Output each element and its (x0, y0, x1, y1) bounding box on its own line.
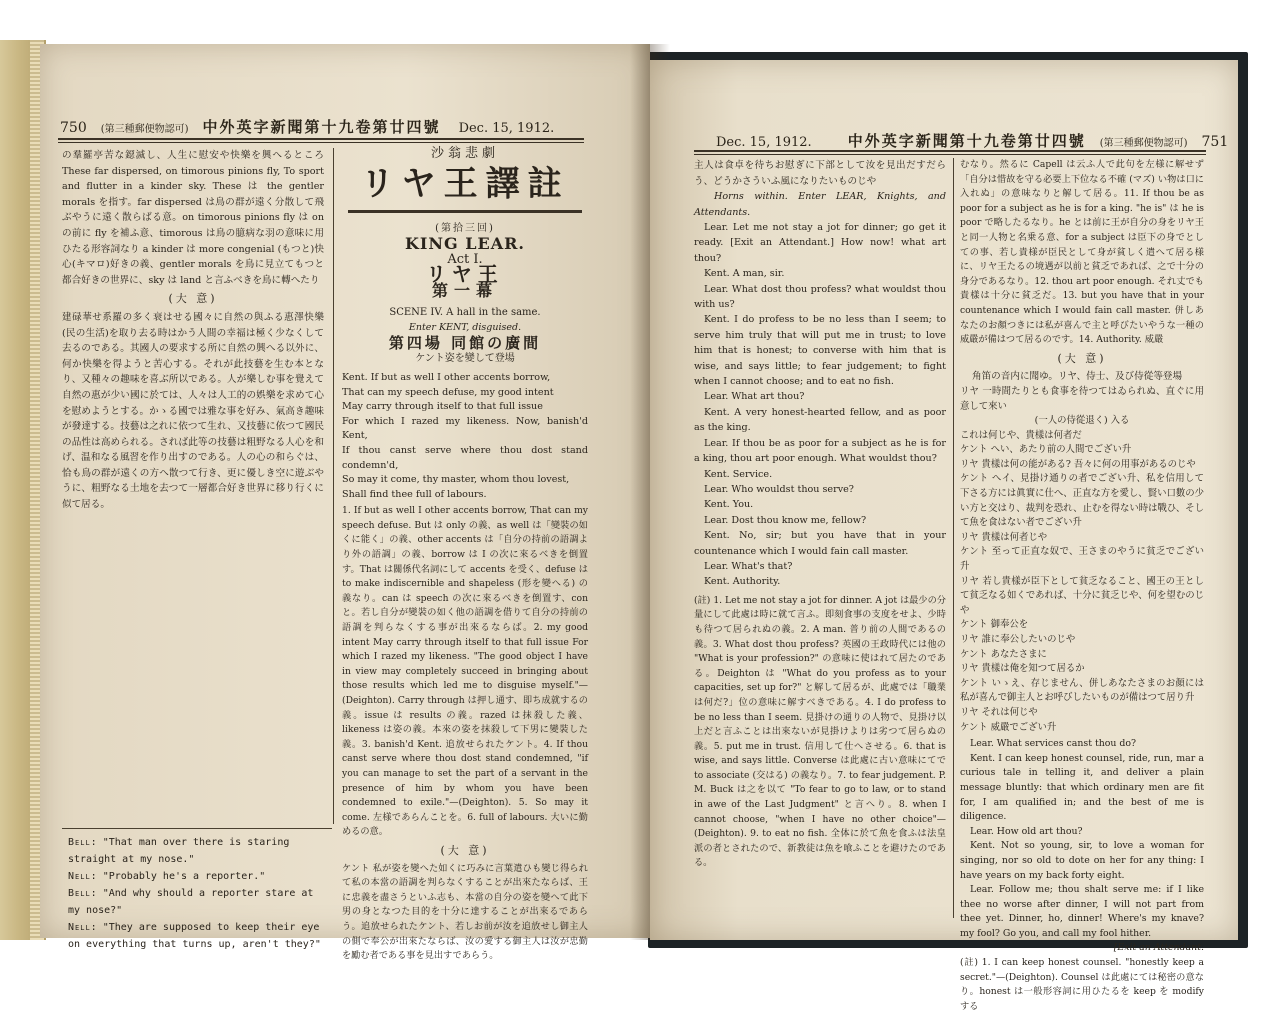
dialogue-line: Lear. What dost thou profess? what wouldst thou with us? (694, 283, 946, 311)
right-page-header (716, 130, 1228, 151)
stage-direction: Enter KENT, disguised. (408, 322, 522, 334)
quote-text: "And why should a reporter stare at my nose?" (68, 888, 314, 916)
scene-jp: 第四場 同館の廣間 (388, 333, 542, 352)
series-number: (第拾三回) (435, 222, 495, 234)
translation-line: ケント あなたさまに (960, 648, 1047, 660)
dialogue-line: Kent. You. (704, 499, 754, 511)
section-heading: (大 意) (168, 292, 218, 306)
dialogue-block (694, 189, 946, 590)
verse-line: For which I razed my likeness. Now, banish'd Kent, (342, 415, 588, 442)
translation-line: (一人の侍從退く) 入る (1034, 415, 1130, 427)
footer-rule (62, 828, 332, 829)
verse-block (342, 371, 588, 502)
verse-line: If thou canst serve where thou dost stand condemn'd, (342, 444, 588, 471)
dialogue-line: Kent. A very honest-hearted fellow, and as poor as the king. (694, 406, 946, 434)
translation-line: これは何じや、貴樣は何者だ (960, 429, 1082, 441)
dialogue-line: Kent. I do profess to be no less than I seem; to serve him truly that will put me in trust; to love him that is honest; to converse with him that is wise, and says little; to fear judgement; to fight when I cannot choose; and to eat no fish. (694, 314, 946, 388)
annotation-notes: (註) 1. Let me not stay a jot for dinner. A jot は最少の分量にして此處は時に就て言ふ。即刻食事の支度をせよ、少時も待つて居られぬの義。2. A man. 普り前の人間であるの義。3. What dost thou profess? 英國の王政時代には他の "What is your profession?" の意味に使はれて居たのである。Deighton は "What do you profess as to your capacities, set up for?" と解して居るが、此處では「職業は何だ?」位の意味に解すべきである。4. I do profess to be no less than I seem. 見掛けの通りの人物で、見掛け以上だと言ふことは出來ないが見掛けよりは劣つて居らぬの義。5. put me in trust. 信用して仕へさせる。6. that is wise, and says little. Converse は此處に古い意味にてで to associate (交はる) の義なり。7. to fear judgement. P. M. Buck は之を以て "To fear to go to law, or to stand in awe of the Last Judgment" と言へり。8. when I cannot choose, "when I have no other choice"—(Deighton). 9. to eat no fish. 全体に於て魚を食ふは法皇派の者とされたので、新教徒は魚を喰ふことを避けたのである。 (694, 594, 946, 869)
translation-line: リヤ 貴樣は何者じや (960, 531, 1048, 543)
verse-line: May carry through itself to that full issue (342, 401, 543, 413)
dialogue-line: Lear. Who wouldst thou serve? (704, 483, 854, 495)
article-title-block (342, 146, 588, 367)
left-page (40, 44, 650, 962)
dialogue-line: Kent. Not so young, sir, to love a woman for singing, nor so old to dote on her for any thing: I have years on my back forty eight. (960, 840, 1204, 881)
scene-note: ケント姿を變して登場 (415, 353, 515, 365)
dialogue-line: Lear. What services canst thou do? (970, 738, 1137, 750)
postal-permit: (第三種郵便物認可) (100, 124, 189, 135)
dialogue-line: Lear. Dost thou know me, fellow? (704, 514, 867, 526)
speaker: Bell (68, 888, 91, 899)
stage-direction: Horns within. Enter LEAR, Knights, and Attendants. (694, 191, 946, 218)
postal-permit: (第三種郵便物認可) (1099, 138, 1188, 149)
translation-line: リヤ 貴樣は俺を知つて居るか (960, 663, 1085, 675)
scene-en: SCENE IV. A hall in the same. (389, 306, 541, 318)
translation-line: リヤ 貴樣は何の能がある? 吾々に何の用事があるのじや (960, 458, 1196, 470)
quote-line: Nell: "They are supposed to keep their eye on everything that turns up, aren't they?" (68, 922, 321, 950)
dialogue-line: Kent. Authority. (704, 576, 781, 588)
right-column-1 (694, 158, 946, 918)
translation-line: リヤ それは何じや (960, 706, 1038, 718)
essay-summary: 建碌華せ系羅の多く衰はせる國々に自然の與ふる惠澤快樂(民の生活)を取り去る時はかう人間の幸福は極く少なくして去るのである。其國人の要求する所に自然の興へる以外に、何か快樂を得ようと苦心する。それが此技藝を生む本となり、又種々の趣味を喜ぶ所以である。人が樂しむ事を覺えて自然の惠が少い國に於ては、人々は人工的の娯樂を求めて心を慰めようとする。かゝる國では雅な事を好み、氣高き趣味が發達する。技藝は之れに依つて生れ、又技藝に依つて國民の品性は高められる。されば此等の技藝は粗野なる人心を和げ、温和なる風習を作り出すのである。人の心の和らぐは、恰も鳥の群が遠くの方へ散つて行き、更に優しき空に遊ぶやうに、粗野なる土地を去つて一層都合好き世界に移り行くに似て居る。 (62, 311, 324, 511)
act-jp: 第一幕 (431, 280, 498, 300)
issue-date: Dec. 15, 1912. (458, 121, 555, 136)
left-column-1 (62, 148, 324, 824)
column-divider (333, 148, 334, 824)
verse-line: Kent. If but as well I other accents borrow, (342, 371, 551, 383)
dialogue-line: Lear. Follow me; thou shalt serve me: if I like thee no worse after dinner, I will not part from thee yet. Dinner, ho, dinner! Where's my knave? my fool? Go you, and call my fool hither. (960, 884, 1204, 939)
translation-line: リヤ 一時間たりとも食事を待つてはゐられぬ、直ぐに用意して來い (960, 385, 1204, 412)
translation-summary: ケント 私が姿を變へた如くに巧みに言葉遣ひも變じ得られて私の本當の語調を判らなくすることが出來たならば、王に忠義を盡さうといふ志も、本當の自分の姿を變へて此下男の身となつた目的を十分に達することが出來るであらう。追放せられたケント、若しお前が汝を追放せし御主人の側で奉公が出來たならば、汝の愛する御主人は汝が忠勤を勵む者である事を見出すであらう。 (342, 862, 588, 962)
header-rule (694, 150, 1206, 155)
translation-line: ケント へイ、見掛け通りの者でござい升、私を信用して下さる方には眞實に仕へ、正直な方を愛し、賢い口數の少い方と交はり、裁判を恐れ、止むを得ない時は戰ひ、そして魚を食はない者でござい升 (960, 473, 1204, 529)
speaker: Nell (68, 922, 91, 933)
translation-line: ケント いゝえ、存じません、併しあなたさまのお顏には私が喜んで御主人とお呼びしたいものが備はつて居り升 (960, 677, 1204, 704)
article-title: リヤ王譯註 (360, 163, 570, 204)
dialogue-line: Lear. What's that? (704, 560, 793, 572)
dialogue-line: Kent. No, sir; but you have that in your countenance which I would fain call master. (694, 530, 946, 557)
annotation-notes: 1. If but as well I other accents borrow, That can my speech defuse. But は only の義、as well は「變裝の如くに能く」の義、other accents は「自分の持前の語調より外の語調」の義、borrow は I の次に來るべきを倒置す。That は關係代名詞にして accents を受く、defuse は to make indiscernible and shapeless (形を變へる) の義なり。can は speech の次に來るべきを倒置す、con と。若し自分が變裝の如く他の語調を借りて自分の持前の語調を判らなくする事が出來るならば。2. my good intent May carry through itself to that full issue For which I razed my likeness. "The good object I have in view may completely succeed in bringing about those results which led me to disguise myself."—(Deighton). Carry through は押し通す、即ち成就するの義。issue は results の義。razed は抹殺した義、likeness は姿の義。本來の姿を抹殺して下男に變裝した義。3. banish'd Kent. 追放せられたケント。4. If thou canst serve where thou dost stand condemned, "if you can manage to set the part of a servant in the presence of him by whom you have been condemned to exile."—(Deighton). 5. So may it come. 左様であらんことを。6. full of labours. 大いに勤めるの意。 (342, 505, 588, 838)
section-heading: (大 意) (440, 843, 490, 857)
translation-line: リヤ 誰に奉公したいのじや (960, 634, 1076, 645)
dialogue-line: Lear. How old art thou? (970, 825, 1083, 837)
stage-direction-jp: 角笛の音内に聞ゆ。リヤ、侍士、及び侍從等登場 (972, 371, 1183, 383)
left-column-2 (342, 146, 588, 962)
quote-text: "That man over there is staring straight at my nose." (68, 837, 290, 865)
title-rule (348, 210, 582, 213)
quote-line: Bell: "And why should a reporter stare at my nose?" (68, 888, 314, 916)
dialogue-line: Lear. Let me not stay a jot for dinner; go get it ready. [Exit an Attendant.] How now! what art thou? (694, 222, 946, 264)
dialogue-line: Lear. What art thou? (704, 391, 805, 403)
translation-continued: 主人は食卓を待ちお慰ぎに下部として汝を見出だすだらう、どうかさういふ風になりたいものじや (694, 160, 946, 187)
page-number: 750 (60, 120, 87, 136)
journal-title: 中外英字新聞第十九卷第廿四號 (202, 118, 441, 136)
column-divider (953, 158, 954, 918)
quote-text: "Probably he's a reporter." (102, 871, 266, 882)
section-heading: (大 意) (1057, 351, 1107, 365)
dialogue-line: Kent. Service. (704, 468, 773, 480)
stage-direction: [Exit an Attendant. (1113, 942, 1204, 954)
right-column-2 (960, 158, 1204, 1012)
annotation-notes: (註) 1. I can keep honest counsel. "honestly keep a secret."—(Deighton). Counsel は此處にては秘密の意なり。honest は一般形容詞に用ひたるを keep を modify する (960, 957, 1204, 1012)
quote-line: Nell: "Probably he's a reporter." (68, 871, 266, 882)
play-title-jp: リヤ王 (426, 262, 504, 287)
act-en: Act I. (447, 251, 483, 267)
translation-dialogue (960, 385, 1204, 735)
dialogue-line: Kent. I can keep honest counsel, ride, run, mar a curious tale in telling it, and deliver a plain message bluntly: that which ordinary men are fit for, I am qualified in; and the best of me is diligence. (960, 752, 1204, 823)
right-page (650, 60, 1238, 1012)
article-kicker: 沙翁悲劇 (430, 146, 499, 161)
issue-date: Dec. 15, 1912. (716, 135, 812, 150)
journal-title: 中外英字新聞第十九卷第廿四號 (847, 132, 1086, 150)
speaker: Bell (68, 837, 91, 848)
translation-line: ケント へい、あたり前の人間でござい升 (960, 444, 1132, 456)
translation-line: ケント 御奉公を (960, 619, 1029, 631)
humor-quote (68, 834, 330, 953)
left-page-header (60, 116, 554, 137)
translation-line: リヤ 若し貴樣が臣下として貧乏なること、國王の王として貧乏なる如くであれば、十分に貧乏じや、何を望むのじや (960, 575, 1204, 616)
page-number: 751 (1201, 134, 1229, 150)
verse-line: That can my speech defuse, my good intent (342, 386, 554, 398)
quote-text: "They are supposed to keep their eye on everything that turns up, aren't they?" (68, 922, 321, 950)
verse-line: Shall find thee full of labours. (342, 488, 487, 500)
dialogue-block-2 (960, 737, 1204, 956)
translation-line: ケント 至って正直な奴で、王さまのやうに貧乏でござい升 (960, 546, 1204, 573)
translation-line: ケント 威嚴でござい升 (960, 721, 1057, 733)
play-title-en: KING LEAR. (405, 234, 525, 254)
essay-conclusion: の羣羅亭苦な鐚滅し、人生に慰安や快樂を興へるところ These far dispersed, on timorous pinions fly, To sport and flutter in a kinder sky. These は the gentler morals を指す。far dispersed は鳥の群が遠く分散して飛ぶやうに遠く散らばる意。on timorous pinions fly は on の前に fly を補ふ意、timorous は鳥の臆病な羽の意味に用ひたる形容詞なり a kinder は more congenial (もつと)快心(キマロ)好きの義、gentler morals を鳥に見立てもつと都合好きの世界に、sky は land と言ふべきを鳥に轉へたり (62, 150, 324, 286)
dialogue-line: Lear. If thou be as poor for a subject as he is for a king, thou art poor enough. What wouldst thou? (694, 437, 946, 465)
annotation-notes-continued: むなり。然るに Capell は云ふ人で此句を左様に解せず「自分は惜故を守る必要上下位なる不確 (マズ) い物は口に入れぬ」の意味なりと解して居る。11. If thou be as poor for a subject as he is for a king. "he is" は he is poor で略したるなり。he とは前に王が自分の身をリヤ王と同一人物と名乗る意、for a subject は臣下の身でとしての事、若し貴様が臣民として身が貧しく遣へて居る様に、リヤ王たるの境遇が以前と貧乏であれば、之で十分の身分であるなり。12. thou art poor enough. それ丈でも貴樣は十分に貧乏だ。13. but you have that in your countenance which I would fain call master. 併しあなたのお顏つきには私が喜んで主と呼びたいやうな一種の威嚴が備はつて居るのです。14. Authority. 威嚴 (960, 159, 1204, 346)
speaker: Nell (68, 871, 91, 882)
header-rule (58, 138, 584, 143)
verse-line: So may it come, thy master, whom thou lovest, (342, 474, 570, 486)
dialogue-line: Kent. A man, sir. (704, 268, 785, 280)
quote-line: Bell: "That man over there is staring straight at my nose." (68, 837, 290, 865)
